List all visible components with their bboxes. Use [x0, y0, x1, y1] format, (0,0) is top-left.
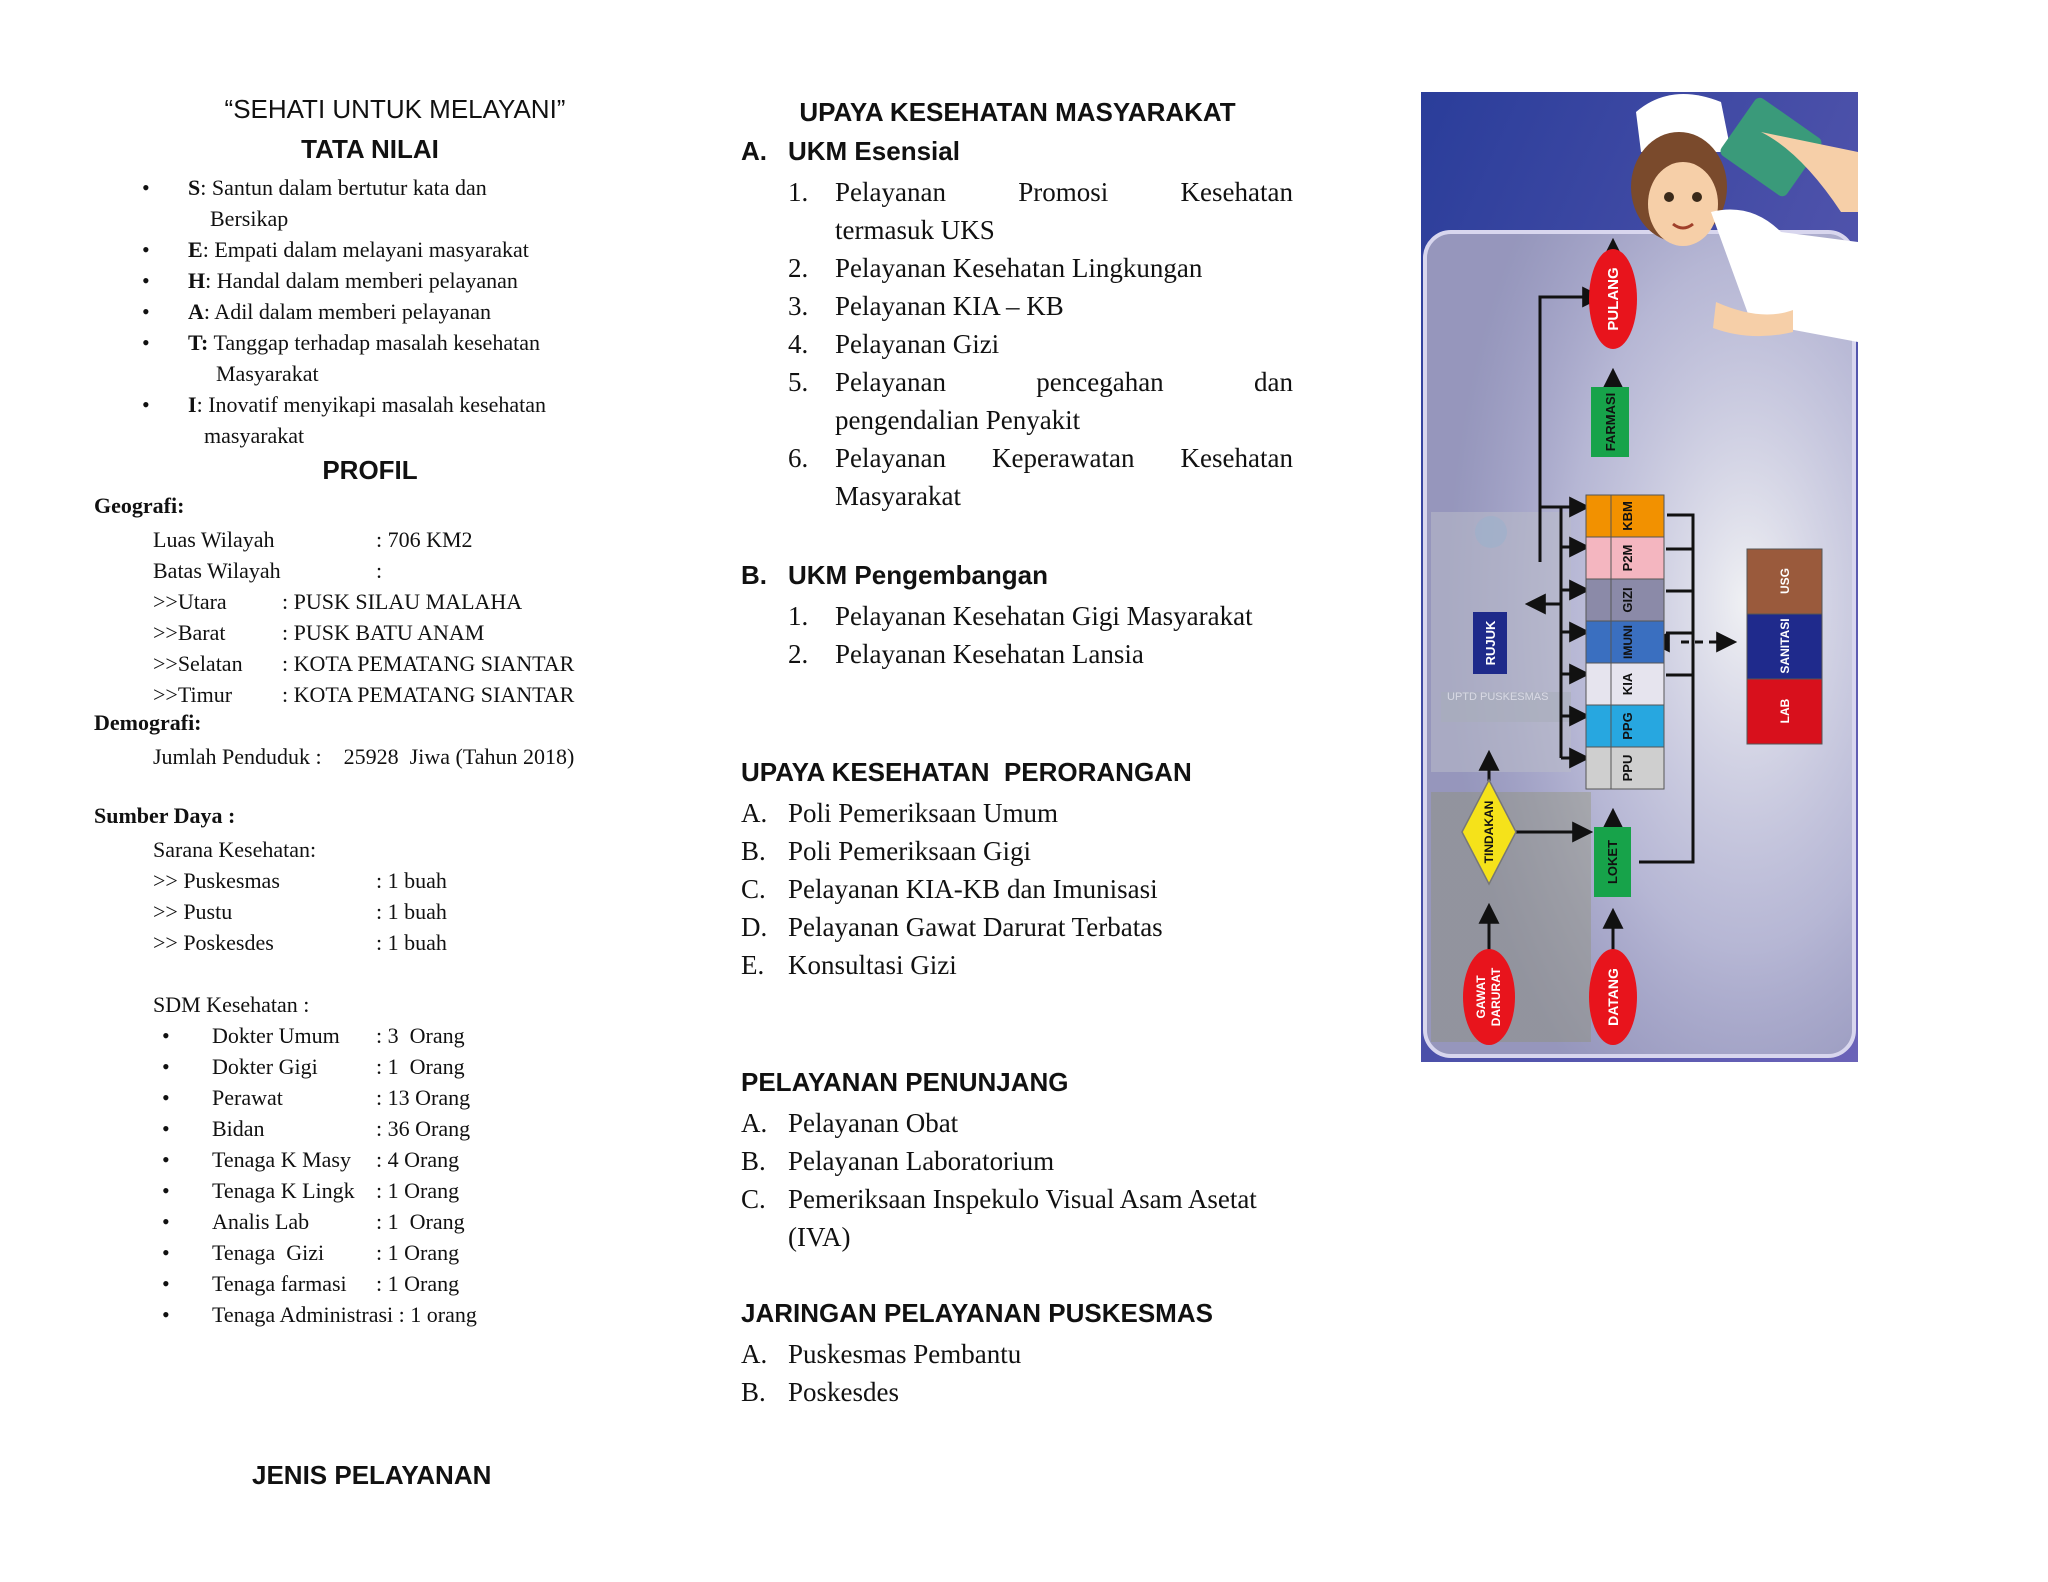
bullet-icon: • — [142, 299, 150, 324]
sarana-label: Sarana Kesehatan: — [153, 837, 317, 862]
value-item-a: • A: Adil dalam memberi pelayanan — [188, 296, 748, 327]
sdm-item: • Dokter Umum : 3 Orang — [162, 1023, 465, 1048]
sdm-item: • Tenaga K Masy : 4 Orang — [162, 1147, 460, 1172]
sdm-item: • Tenaga Administrasi : 1 orang — [162, 1302, 477, 1327]
sarana-pustu: >> Pustu — [153, 899, 233, 924]
tata-nilai-list — [142, 172, 748, 451]
bullet-icon: • — [142, 237, 150, 262]
value-item-e: • E: Empati dalam melayani masyarakat — [188, 234, 748, 265]
bullet-icon: • — [142, 175, 150, 200]
sarana-puskesmas-value: : 1 buah — [376, 868, 447, 893]
value-item-h: • H: Handal dalam memberi pelayanan — [188, 265, 748, 296]
sarana-poskesdes: >> Poskesdes — [153, 930, 274, 955]
bullet-icon: • — [142, 268, 150, 293]
datang-label: DATANG — [1605, 968, 1621, 1026]
ukp-title: UPAYA KESEHATAN PERORANGAN — [741, 757, 1192, 787]
batas-dir-selatan: >>Selatan — [153, 651, 243, 676]
support-stack — [1747, 549, 1822, 744]
batas-dir-timur: >>Timur — [153, 682, 233, 707]
support-label: SANITASI — [1778, 618, 1792, 674]
penunjang-title: PELAYANAN PENUNJANG — [741, 1067, 1069, 1097]
unit-label: PPG — [1620, 712, 1635, 740]
sdm-label: SDM Kesehatan : — [153, 992, 310, 1017]
jaringan-title: JARINGAN PELAYANAN PUSKESMAS — [741, 1298, 1213, 1328]
esensial-letter: A. — [741, 136, 767, 166]
demografi-label: Demografi: — [94, 710, 202, 735]
support-label: USG — [1778, 567, 1792, 595]
luas-value: : 706 KM2 — [376, 527, 473, 552]
ukp-list: A. Poli Pemeriksaan Umum B. Poli Pemeriksaan Gigi C. Pelayanan KIA-KB dan Imunisasi D. Pelayanan Gawat Darurat Terbatas E. Konsultasi Gizi — [741, 798, 1163, 980]
unit-label: IMUNI — [1621, 625, 1635, 659]
sarana-poskesdes-value: : 1 buah — [376, 930, 447, 955]
building-sign: UPTD PUSKESMAS — [1447, 691, 1549, 703]
esensial-list: 1. Pelayanan Promosi Kesehatan termasuk UKS 2. Pelayanan Kesehatan Lingkungan 3. Pelayanan KIA – KB 4. Pelayanan Gizi 5. Pelayanan pencegahan dan pengendalian Penyakit 6. Pelayanan Keperawatan Kesehatan Masyarakat — [788, 177, 1293, 511]
penunjang-list: A. Pelayanan Obat B. Pelayanan Laboratorium C. Pemeriksaan Inspekulo Visual Asam Asetat (IVA) — [741, 1108, 1257, 1252]
unit-label: PPU — [1620, 754, 1635, 782]
batas-value-utara: : PUSK SILAU MALAHA — [282, 589, 523, 614]
jaringan-list: A. Puskesmas Pembantu B. Poskesdes — [741, 1339, 1022, 1407]
unit-label: GIZI — [1620, 587, 1635, 613]
unit-label: KIA — [1620, 672, 1635, 696]
sdm-item: • Tenaga Gizi : 1 Orang — [162, 1240, 460, 1265]
service-flow-diagram — [1421, 92, 1858, 1062]
motto: “SEHATI UNTUK MELAYANI” — [224, 94, 566, 124]
batas-value-barat: : PUSK BATU ANAM — [282, 620, 485, 645]
sarana-pustu-value: : 1 buah — [376, 899, 447, 924]
unit-stack — [1586, 495, 1664, 789]
bullet-icon: • — [142, 392, 150, 417]
support-label: LAB — [1778, 698, 1792, 724]
rujuk-label: RUJUK — [1483, 620, 1498, 666]
sarana-puskesmas: >> Puskesmas — [153, 868, 280, 893]
tata-nilai-title: TATA NILAI — [301, 134, 439, 164]
tindakan-label: TINDAKAN — [1482, 800, 1496, 864]
pengembangan-list: 1. Pelayanan Kesehatan Gigi Masyarakat 2. Pelayanan Kesehatan Lansia — [788, 601, 1253, 669]
pengembangan-title: UKM Pengembangan — [788, 560, 1049, 590]
batas-dir-utara: >>Utara — [153, 589, 227, 614]
value-item-s: • S: Santun dalam bertutur kata dan Bersikap — [188, 172, 748, 234]
bullet-icon: • — [142, 330, 150, 355]
sdm-item: • Analis Lab : 1 Orang — [162, 1209, 465, 1234]
unit-label: KBM — [1620, 501, 1635, 531]
geografi-label: Geografi: — [94, 493, 185, 518]
jenis-pelayanan-title: JENIS PELAYANAN — [252, 1460, 492, 1490]
gawat-label-1: GAWAT — [1474, 975, 1488, 1019]
gawat-label-2: DARURAT — [1489, 967, 1503, 1027]
penduduk-text: Jumlah Penduduk : 25928 Jiwa (Tahun 2018) — [153, 744, 575, 769]
pengembangan-letter: B. — [741, 560, 767, 590]
sdm-item: • Tenaga farmasi : 1 Orang — [162, 1271, 460, 1296]
batas-value-selatan: : KOTA PEMATANG SIANTAR — [282, 651, 575, 676]
batas-label: Batas Wilayah — [153, 558, 281, 583]
value-item-t: • T: Tanggap terhadap masalah kesehatan Masyarakat — [188, 327, 748, 389]
sumber-daya-label: Sumber Daya : — [94, 803, 236, 828]
loket-label: LOKET — [1605, 839, 1620, 885]
unit-label: P2M — [1620, 544, 1635, 572]
pulang-label: PULANG — [1605, 267, 1622, 331]
farmasi-label: FARMASI — [1603, 392, 1618, 452]
sdm-list — [162, 1020, 622, 1330]
profil-title: PROFIL — [322, 455, 418, 485]
value-item-i: • I: Inovatif menyikapi masalah kesehatan masyarakat — [188, 389, 748, 451]
sdm-item: • Dokter Gigi : 1 Orang — [162, 1054, 465, 1079]
sdm-item: • Bidan : 36 Orang — [162, 1116, 471, 1141]
batas-value-timur: : KOTA PEMATANG SIANTAR — [282, 682, 575, 707]
sdm-item: • Perawat : 13 Orang — [162, 1085, 471, 1110]
luas-label: Luas Wilayah — [153, 527, 275, 552]
batas-dir-barat: >>Barat — [153, 620, 226, 645]
batas-value: : — [376, 558, 383, 583]
ukm-title: UPAYA KESEHATAN MASYARAKAT — [799, 97, 1236, 127]
sdm-item: • Tenaga K Lingk : 1 Orang — [162, 1178, 460, 1203]
esensial-title: UKM Esensial — [788, 136, 960, 166]
